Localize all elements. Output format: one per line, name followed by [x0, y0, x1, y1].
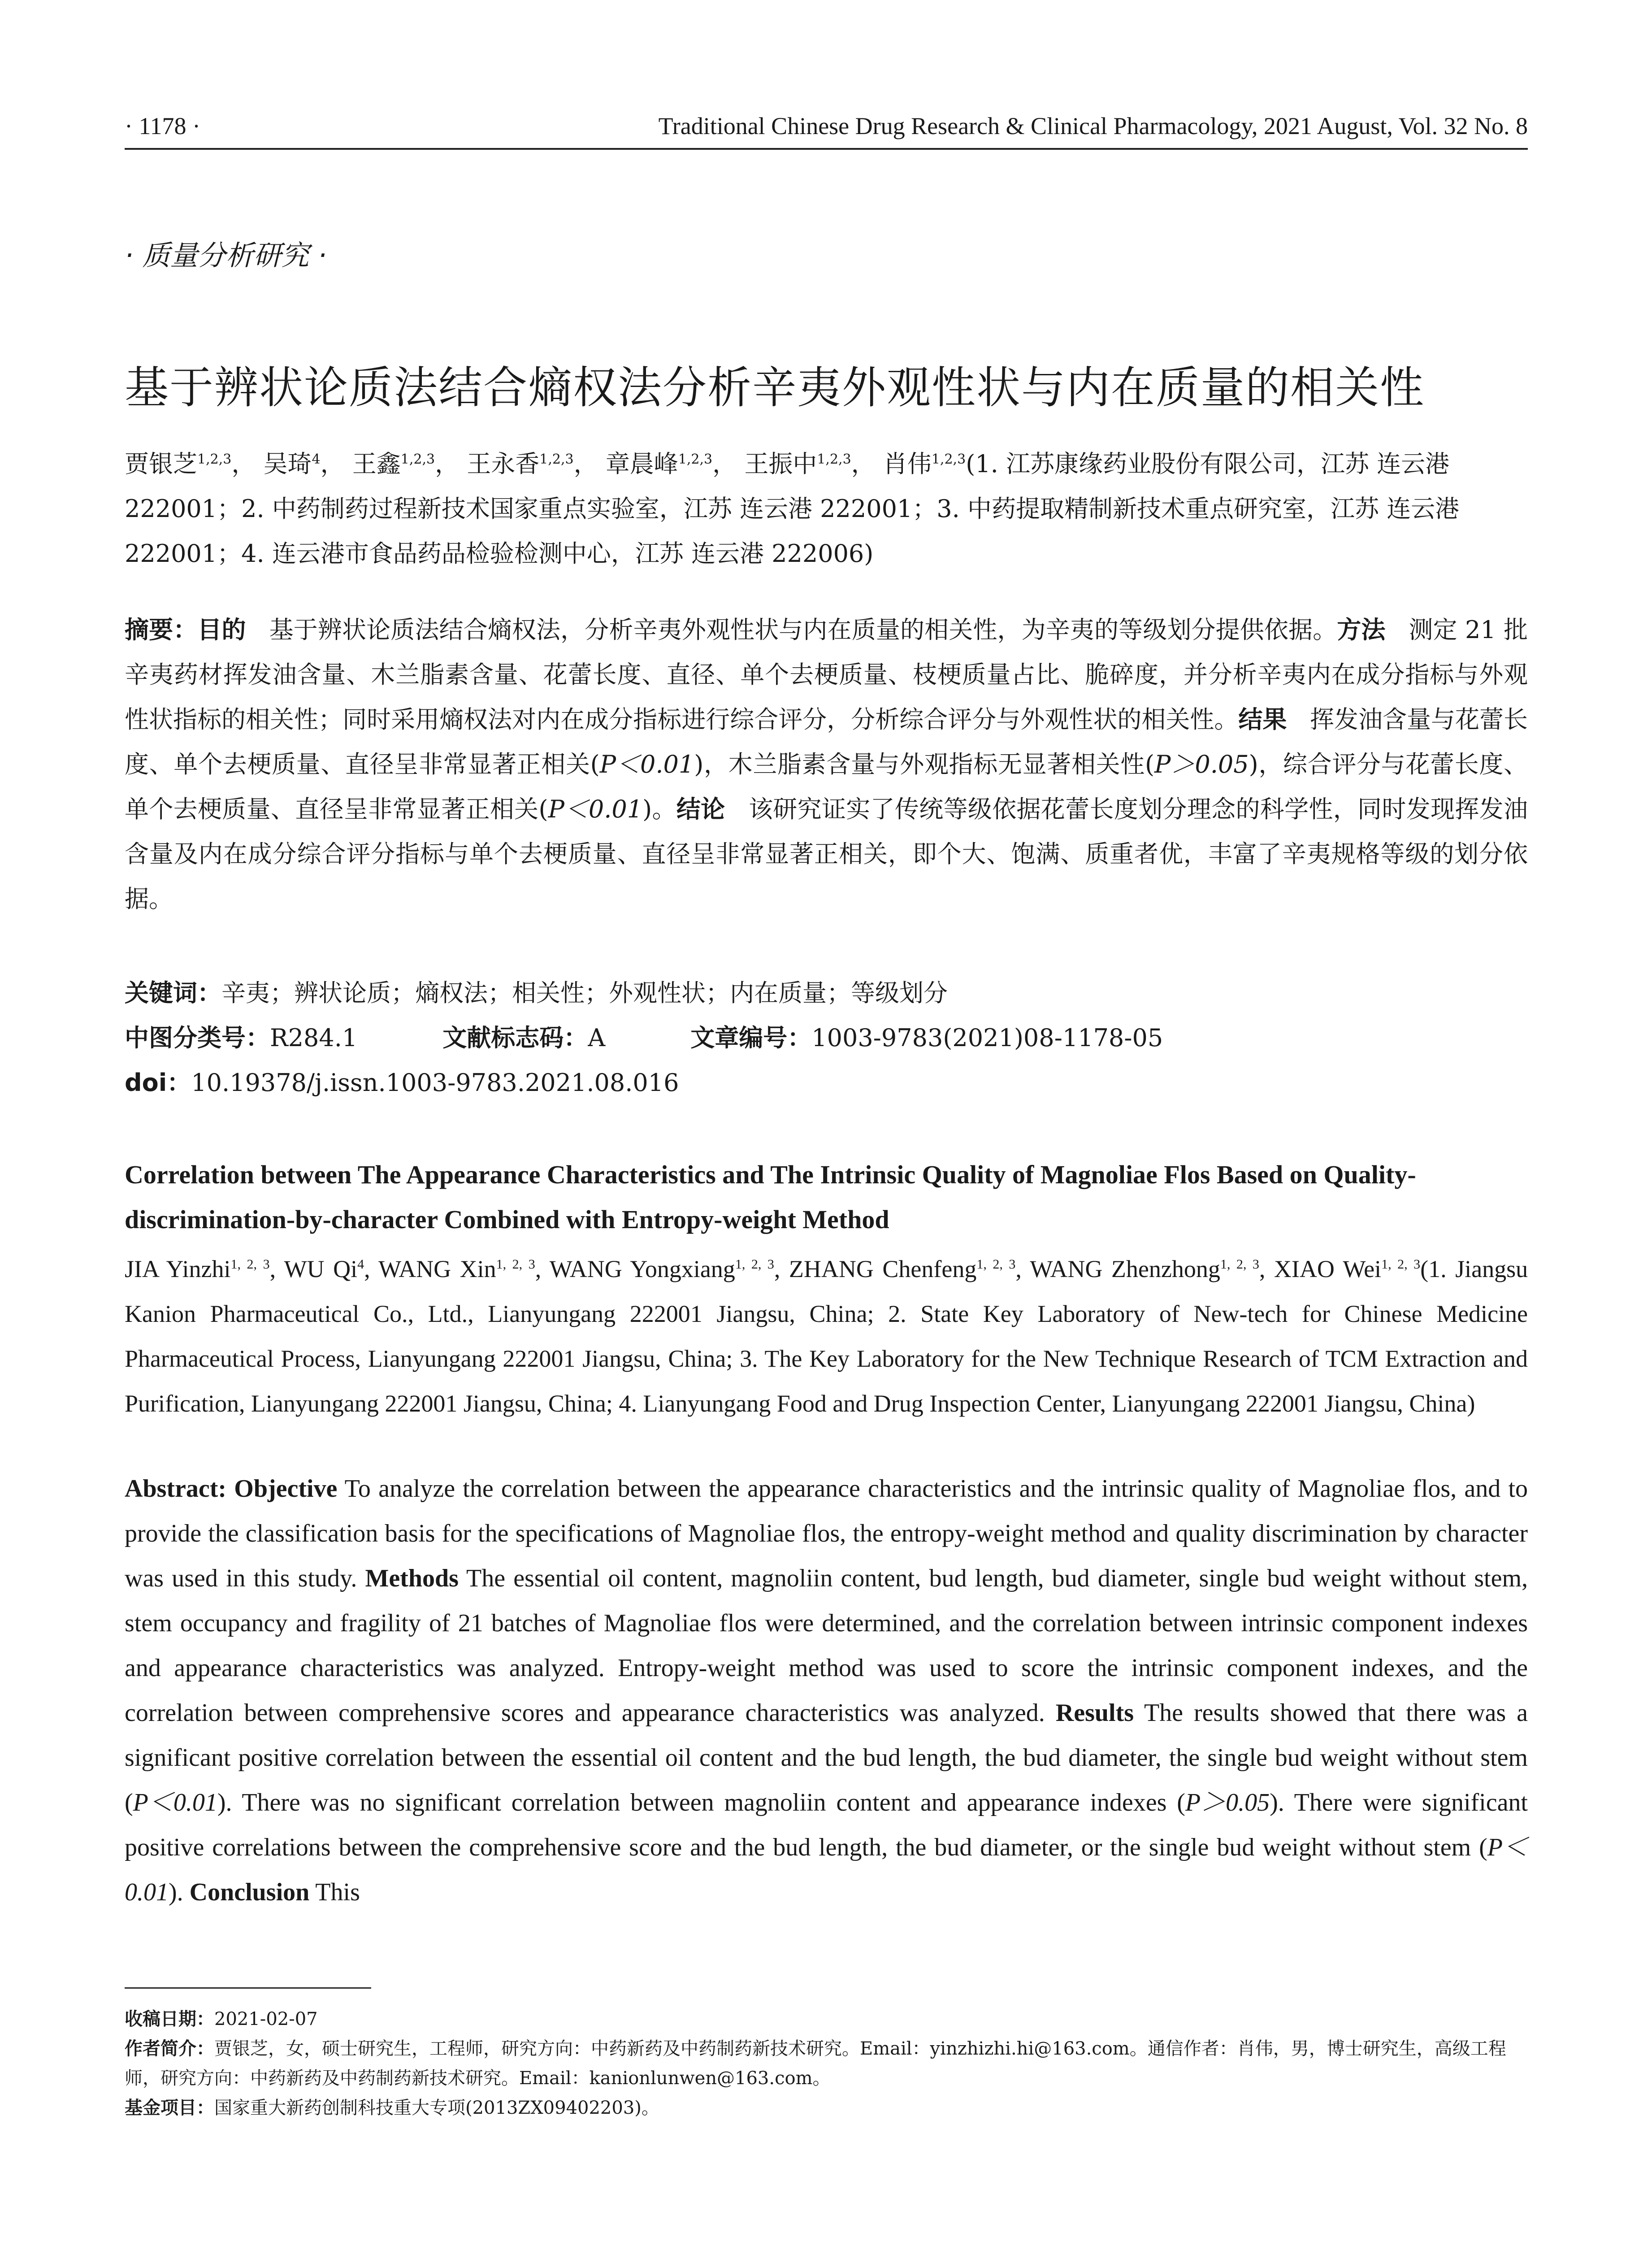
results-en-text: ). There was no significant correlation between magnoliin content and appearance indexes (: [217, 1789, 1185, 1816]
methods-label: 方法: [1337, 616, 1386, 644]
doc-code-label: 文献标志码：: [442, 1024, 588, 1052]
author-en: WANG Yongxiang$^{1, 2, 3}$: [549, 1256, 774, 1282]
conclusion-en-label: Conclusion: [189, 1878, 310, 1906]
footnotes: [125, 2004, 1528, 2123]
objective-label: 目的: [197, 616, 246, 644]
classification: [125, 1016, 1528, 1060]
clc-value: R284.1: [270, 1024, 358, 1052]
results-text: )，木兰脂素含量与外观指标无显著相关性(: [694, 750, 1155, 778]
abstract-cn: [125, 608, 1528, 921]
author-bio: 作者简介：贾银芝，女，硕士研究生，工程师，研究方向：中药新药及中药制药新技术研究。Email：yinzhizhi.hi@163.com。通信作者：肖伟，男，博士研究生，高级工程师，研究方向：中药新药及中药制药新技术研究。Email：kanionlunwen@163.com。: [125, 2038, 1506, 2089]
author-en: WANG Xin$^{1, 2, 3}$: [378, 1256, 535, 1282]
conclusion-text: 该研究证实了传统等级依据花蕾长度划分理念的科学性，同时发现挥发油含量及内在成分综合评分指标与单个去梗质量、直径呈非常显著正相关，即个大、饱满、质重者优，丰富了辛夷规格等级的划分依据。: [125, 795, 1528, 913]
affiliations-en: (1. Jiangsu Kanion Pharmaceutical Co., Ltd., Lianyungang 222001 Jiangsu, China; 2. State Key Laboratory of New-tech for Chinese Medicine Pharmaceutical Process, Lianyungang 222001 Jiangsu, China; 3. The Key Laboratory for the New Technique Research of TCM Extraction and Purification, Lianyungang 222001 Jiangsu, China; 4. Lianyungang Food and Drug Inspection Center, Lianyungang 222001 Jiangsu, China): [125, 1256, 1528, 1417]
authors-en: JIA Yinzhi$^{1, 2, 3}$, WU Qi$^4$, WANG Xin$^{1, 2, 3}$, WANG Yongxiang$^{1, 2, 3}$, ZHANG Chenfeng$^{1, 2, 3}$, WANG Zhenzhong$^{1, 2, 3}$, XIAO Wei$^{1, 2, 3}$(1. Jiangsu Kanion Pharmaceutical Co., Ltd., Lianyungang 222001 Jiangsu, China; 2. State Key Laboratory of New-tech for Chinese Medicine Pharmaceutical Process, Lianyungang 222001 Jiangsu, China; 3. The Key Laboratory for the New Technique Research of TCM Extraction and Purification, Lianyungang 222001 Jiangsu, China; 4. Lianyungang Food and Drug Inspection Center, Lianyungang 222001 Jiangsu, China): [125, 1256, 1528, 1417]
footnote-divider: [125, 1987, 371, 1989]
doi: [125, 1060, 1528, 1105]
abstract-en-label: Abstract:: [125, 1475, 227, 1503]
conclusion-en-text: This: [315, 1878, 360, 1906]
results-label: 结果: [1238, 705, 1287, 734]
author-cn: 吴琦$^4$: [263, 450, 321, 478]
english-title: Correlation between The Appearance Characteristics and The Intrinsic Quality of Magnoliae Flos Based on Quality-discrimination-by-character Combined with Entropy-weight Method: [125, 1160, 1416, 1234]
abstract-en: [125, 1466, 1528, 1915]
author-cn: 王永香$^{1,2,3}$: [467, 450, 574, 478]
page-number: · 1178 ·: [125, 113, 200, 139]
header-divider: [125, 148, 1528, 150]
results-text: )，综合评分与花蕾长度、单个去梗质量、直径呈非常显著正相关(: [125, 750, 1528, 823]
journal-info: Traditional Chinese Drug Research & Clinical Pharmacology, 2021 August, Vol. 32 No. 8: [658, 113, 1528, 139]
author-en: ZHANG Chenfeng$^{1, 2, 3}$: [789, 1256, 1016, 1282]
author-en: JIA Yinzhi$^{1, 2, 3}$: [125, 1256, 270, 1282]
conclusion-label: 结论: [676, 795, 725, 823]
doi-label: doi：: [125, 1069, 191, 1097]
keywords: [125, 971, 1528, 1016]
clc-label: 中图分类号：: [125, 1024, 270, 1052]
results-text: 挥发油含量与花蕾长度、单个去梗质量、直径呈非常显著正相关(: [125, 705, 1528, 778]
results-en-label: Results: [1055, 1699, 1134, 1727]
results-text: )。: [642, 795, 676, 823]
affiliations-cn: (1. 江苏康缘药业股份有限公司，江苏 连云港 222001；2. 中药制药过程新技术国家重点实验室，江苏 连云港 222001；3. 中药提取精制新技术重点研究室，江苏 连云港 222001；4. 连云港市食品药品检验检测中心，江苏 连云港 222006): [125, 450, 1460, 568]
section-tag: · 质量分析研究 ·: [125, 239, 327, 272]
author-cn: 贾银芝$^{1,2,3}$: [125, 450, 232, 478]
received-date: 收稿日期：2021-02-07: [125, 2009, 318, 2029]
p-value: P＜0.01: [133, 1789, 217, 1816]
results-en-text: ). There were significant positive correlations between the comprehensive score and the bud length, the bud diameter, or the single bud weight without stem (: [125, 1789, 1528, 1861]
methods-en-label: Methods: [365, 1564, 459, 1592]
running-header: [125, 112, 1528, 140]
author-en: WU Qi$^4$: [284, 1256, 364, 1282]
article-number-label: 文章编号：: [690, 1024, 812, 1052]
methods-en-text: The essential oil content, magnoliin content, bud length, bud diameter, single bud weight without stem, stem occupancy and fragility of 21 batches of Magnoliae flos were determined, and the correlation between intrinsic component indexes and appearance characteristics was analyzed. Entropy-weight method was used to score the intrinsic component indexes, and the correlation between comprehensive scores and appearance characteristics was analyzed.: [125, 1564, 1528, 1727]
objective-en-label: Objective: [234, 1475, 338, 1503]
p-value: P＞0.05: [1154, 750, 1249, 778]
author-en: WANG Zhenzhong$^{1, 2, 3}$: [1030, 1256, 1259, 1282]
results-en-text: The results showed that there was a significant positive correlation between the essential oil content and the bud length, the bud diameter, the single bud weight without stem (: [125, 1699, 1528, 1816]
doc-code-value: A: [588, 1024, 606, 1052]
p-value: P＞0.05: [1185, 1789, 1270, 1816]
objective-text: 基于辨状论质法结合熵权法，分析辛夷外观性状与内在质量的相关性，为辛夷的等级划分提供依据。: [269, 616, 1337, 644]
author-en: XIAO Wei$^{1, 2, 3}$: [1274, 1256, 1421, 1282]
abstract-label: 摘要：: [125, 616, 198, 644]
keywords-label: 关键词：: [125, 979, 221, 1007]
author-cn: 章晨峰$^{1,2,3}$: [605, 450, 713, 478]
methods-text: 测定 21 批辛夷药材挥发油含量、木兰脂素含量、花蕾长度、直径、单个去梗质量、枝梗质量占比、脆碎度，并分析辛夷内在成分指标与外观性状指标的相关性；同时采用熵权法对内在成分指标进行综合评分，分析综合评分与外观性状的相关性。: [125, 616, 1528, 734]
p-value: P＜0.01: [548, 795, 643, 823]
paper-title: 基于辨状论质法结合熵权法分析辛夷外观性状与内在质量的相关性: [125, 362, 1425, 413]
article-number-value: 1003-9783(2021)08-1178-05: [811, 1024, 1163, 1052]
funding: 基金项目：国家重大新药创制科技重大专项(2013ZX09402203)。: [125, 2098, 659, 2118]
doi-value: 10.19378/j.issn.1003-9783.2021.08.016: [191, 1069, 679, 1097]
author-cn: 肖伟$^{1,2,3}$: [883, 450, 966, 478]
results-en-text: ).: [169, 1878, 183, 1906]
author-cn: 王振中$^{1,2,3}$: [744, 450, 851, 478]
p-value: P＜0.01: [125, 1834, 1528, 1906]
p-value: P＜0.01: [599, 750, 694, 778]
author-cn: 王鑫$^{1,2,3}$: [352, 450, 435, 478]
keywords-text: 辛夷；辨状论质；熵权法；相关性；外观性状；内在质量；等级划分: [221, 979, 948, 1007]
objective-en-text: To analyze the correlation between the appearance characteristics and the intrinsic quality of Magnoliae flos, and to provide the classification basis for the specifications of Magnoliae flos, the entropy-weight method and quality discrimination by character was used in this study.: [125, 1475, 1528, 1592]
authors-cn: 贾银芝$^{1,2,3}$， 吴琦$^4$， 王鑫$^{1,2,3}$， 王永香$^{1,2,3}$， 章晨峰$^{1,2,3}$， 王振中$^{1,2,3}$， 肖伟$^{1,2,3}$(1. 江苏康缘药业股份有限公司，江苏 连云港 222001；2. 中药制药过程新技术国家重点实验室，江苏 连云港 222001；3. 中药提取精制新技术重点研究室，江苏 连云港 222001；4. 连云港市食品药品检验检测中心，江苏 连云港 222006): [125, 450, 1460, 568]
